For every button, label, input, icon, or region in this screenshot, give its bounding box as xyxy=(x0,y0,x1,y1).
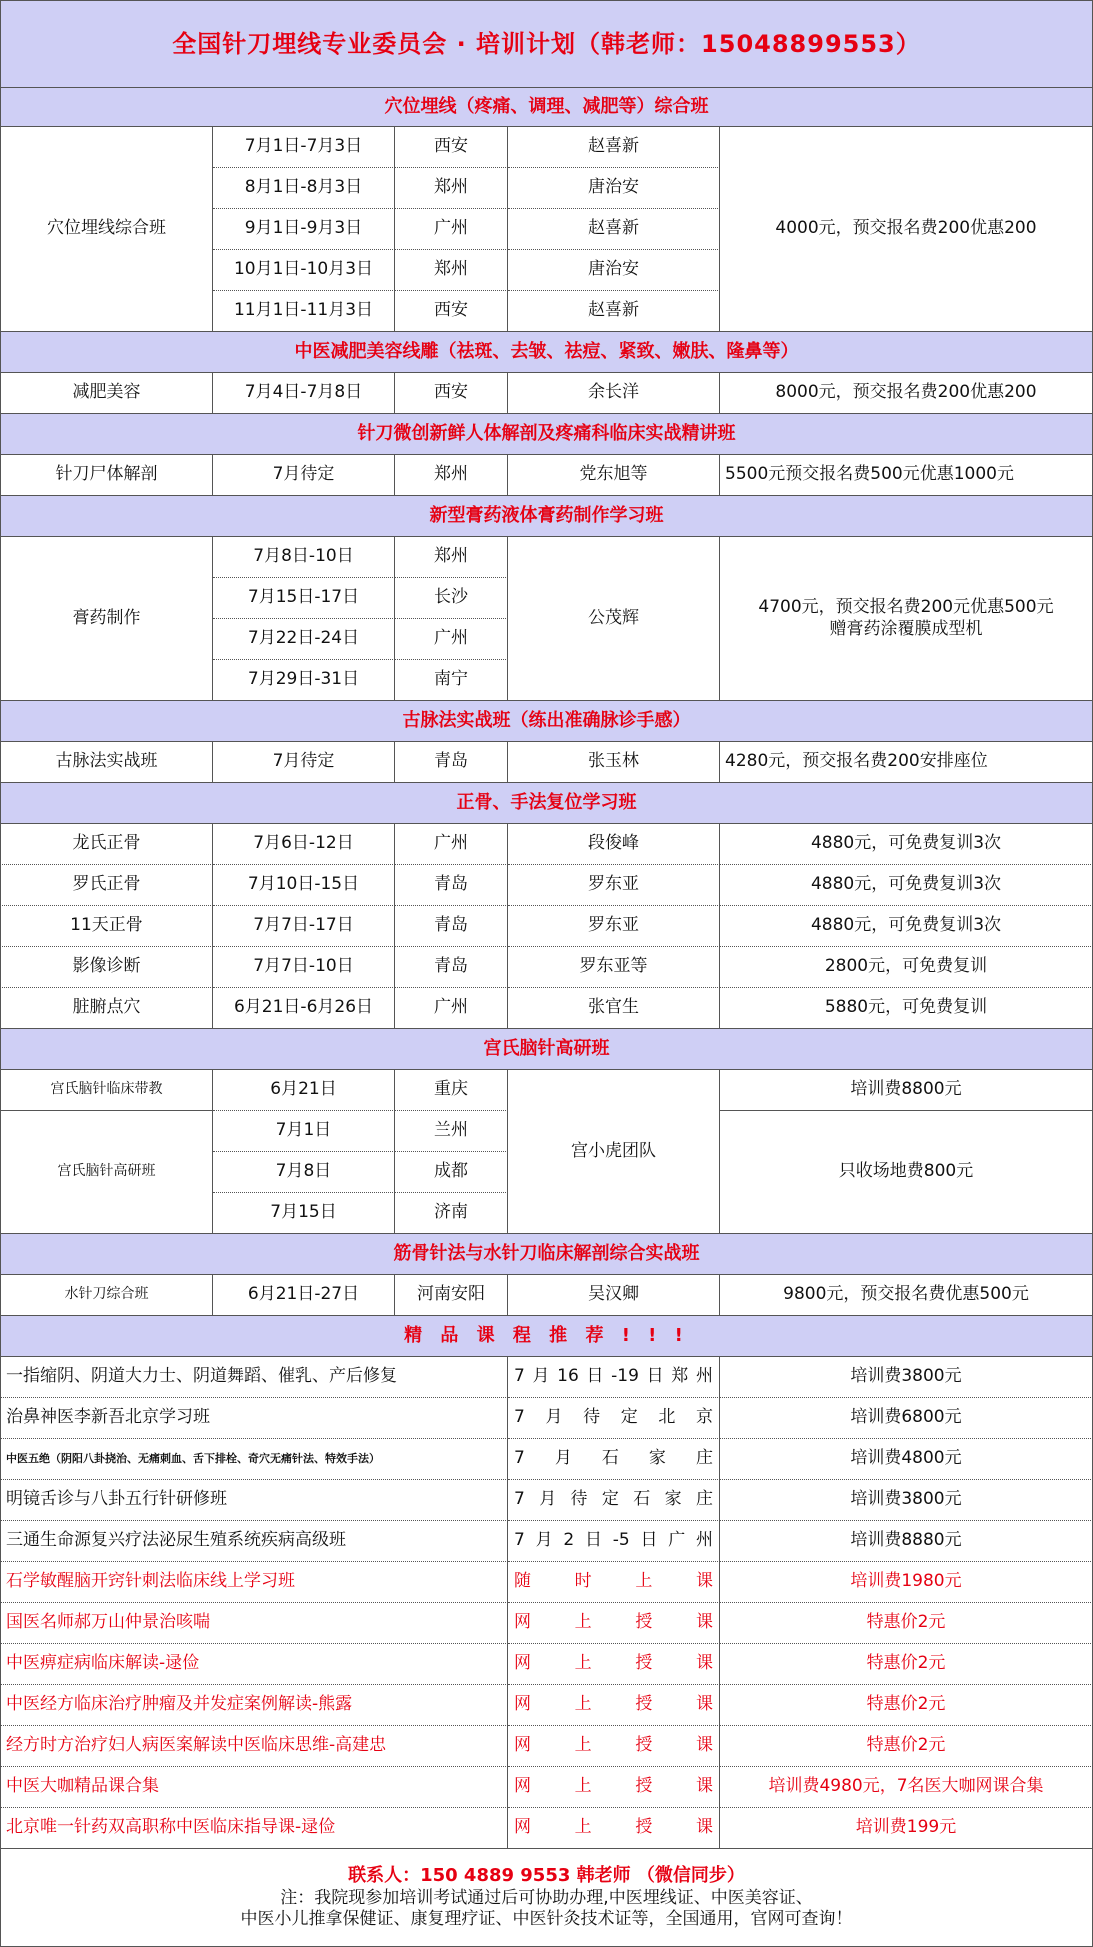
s5-date: 7月待定 xyxy=(213,742,395,783)
schedule-token: 月 xyxy=(532,1366,550,1387)
schedule-token: 上 xyxy=(574,1694,592,1715)
schedule-token: 庄 xyxy=(695,1448,713,1469)
schedule-token: 课 xyxy=(695,1735,713,1756)
s9-fee: 特惠价2元 xyxy=(720,1603,1093,1644)
schedule-token: 随 xyxy=(514,1571,531,1592)
s6-course: 脏腑点穴 xyxy=(0,988,213,1029)
schedule-token: 月 xyxy=(545,1407,563,1428)
s9-course: 三通生命源复兴疗法泌尿生殖系统疾病高级班 xyxy=(0,1521,508,1562)
s3-course: 针刀尸体解剖 xyxy=(0,455,213,496)
s6-fee: 5880元，可免费复训 xyxy=(720,988,1093,1029)
s7-city-advanced: 成都 xyxy=(395,1152,508,1193)
section-title-recommended: 精 品 课 程 推 荐 ! ! ! xyxy=(0,1316,1093,1357)
s9-when xyxy=(508,1644,720,1685)
s5-fee: 4280元，预交报名费200安排座位 xyxy=(720,742,1093,783)
s1-city: 西安 xyxy=(395,127,508,168)
schedule-token: 时 xyxy=(574,1571,592,1592)
s8-city: 河南安阳 xyxy=(395,1275,508,1316)
s8-teacher: 吴汉卿 xyxy=(508,1275,720,1316)
s6-city: 广州 xyxy=(395,824,508,865)
section-title-slimming-beauty: 中医减肥美容线雕（祛斑、去皱、祛痘、紧致、嫩肤、隆鼻等） xyxy=(0,332,1093,373)
schedule-token: 授 xyxy=(635,1776,653,1797)
s9-when xyxy=(508,1685,720,1726)
s4-date: 7月29日-31日 xyxy=(213,660,395,701)
s4-fee-line2: 赠膏药涂覆膜成型机 xyxy=(829,618,983,639)
schedule-token: 待 xyxy=(583,1407,601,1428)
s6-course: 影像诊断 xyxy=(0,947,213,988)
schedule-token: 课 xyxy=(695,1694,713,1715)
s9-fee: 培训费3800元 xyxy=(720,1480,1093,1521)
s9-when xyxy=(508,1521,720,1562)
s9-when xyxy=(508,1398,720,1439)
s3-city: 郑州 xyxy=(395,455,508,496)
schedule-token: 网 xyxy=(514,1817,531,1838)
s9-course: 中医经方临床治疗肿瘤及并发症案例解读-熊露 xyxy=(0,1685,508,1726)
s7-fee-clinical: 培训费8800元 xyxy=(720,1070,1093,1111)
footer-contact-block xyxy=(0,1849,1093,1947)
s9-when xyxy=(508,1357,720,1398)
schedule-token: 授 xyxy=(635,1612,653,1633)
s9-fee: 培训费4800元 xyxy=(720,1439,1093,1480)
schedule-token: 课 xyxy=(695,1776,713,1797)
s1-teacher: 唐治安 xyxy=(508,168,720,209)
s9-course: 中医大咖精品课合集 xyxy=(0,1767,508,1808)
s9-fee: 培训费3800元 xyxy=(720,1357,1093,1398)
schedule-token: 课 xyxy=(695,1571,713,1592)
s1-teacher: 赵喜新 xyxy=(508,127,720,168)
s5-teacher: 张玉林 xyxy=(508,742,720,783)
s2-date: 7月4日-7月8日 xyxy=(213,373,395,414)
section-title-pulse: 古脉法实战班（练出准确脉诊手感） xyxy=(0,701,1093,742)
schedule-token: 日 xyxy=(640,1530,658,1551)
schedule-token: 网 xyxy=(514,1735,531,1756)
s6-city: 青岛 xyxy=(395,906,508,947)
schedule-token: 月 xyxy=(539,1489,557,1510)
s4-date: 7月22日-24日 xyxy=(213,619,395,660)
s9-course: 国医名师郝万山仲景治咳喘 xyxy=(0,1603,508,1644)
s4-city: 长沙 xyxy=(395,578,508,619)
s1-teacher: 赵喜新 xyxy=(508,209,720,250)
schedule-token: 网 xyxy=(514,1653,531,1674)
s5-course: 古脉法实战班 xyxy=(0,742,213,783)
s7-city-advanced: 兰州 xyxy=(395,1111,508,1152)
s6-course: 罗氏正骨 xyxy=(0,865,213,906)
s1-date: 10月1日-10月3日 xyxy=(213,250,395,291)
s6-teacher: 罗东亚 xyxy=(508,865,720,906)
s9-fee: 培训费199元 xyxy=(720,1808,1093,1849)
s9-fee: 培训费6800元 xyxy=(720,1398,1093,1439)
schedule-token: 州 xyxy=(695,1530,713,1551)
section-title-plaster: 新型膏药液体膏药制作学习班 xyxy=(0,496,1093,537)
s4-city: 南宁 xyxy=(395,660,508,701)
schedule-token: 待 xyxy=(570,1489,588,1510)
schedule-token: 石 xyxy=(633,1489,651,1510)
schedule-token: 7 xyxy=(514,1366,525,1387)
schedule-token: 授 xyxy=(635,1694,653,1715)
s4-fee-line1: 4700元，预交报名费200元优惠500元 xyxy=(758,597,1054,618)
s6-fee: 2800元，可免费复训 xyxy=(720,947,1093,988)
s9-when xyxy=(508,1808,720,1849)
s1-city: 广州 xyxy=(395,209,508,250)
s9-course: 明镜舌诊与八卦五行针研修班 xyxy=(0,1480,508,1521)
s2-fee: 8000元，预交报名费200优惠200 xyxy=(720,373,1093,414)
schedule-token: 月 xyxy=(535,1530,553,1551)
s1-date: 7月1日-7月3日 xyxy=(213,127,395,168)
s6-city: 青岛 xyxy=(395,865,508,906)
s9-course: 中医痹症病临床解读-逯俭 xyxy=(0,1644,508,1685)
note-line-1: 注：我院现参加培训考试通过后可协助办理,中医埋线证、中医美容证、 xyxy=(280,1887,813,1908)
section-title-dissection: 针刀微创新鲜人体解剖及疼痛科临床实战精讲班 xyxy=(0,414,1093,455)
s8-fee: 9800元，预交报名费优惠500元 xyxy=(720,1275,1093,1316)
s1-date: 9月1日-9月3日 xyxy=(213,209,395,250)
schedule-token: 2 xyxy=(563,1530,575,1551)
s4-city: 广州 xyxy=(395,619,508,660)
s9-fee: 特惠价2元 xyxy=(720,1685,1093,1726)
s9-course: 经方时方治疗妇人病医案解读中医临床思维-高建忠 xyxy=(0,1726,508,1767)
schedule-token: 授 xyxy=(635,1817,653,1838)
s8-date: 6月21日-27日 xyxy=(213,1275,395,1316)
s6-city: 青岛 xyxy=(395,947,508,988)
s9-when xyxy=(508,1480,720,1521)
s7-date-clinical: 6月21日 xyxy=(213,1070,395,1111)
s1-teacher: 赵喜新 xyxy=(508,291,720,332)
section-title-brain-needle: 宫氏脑针高研班 xyxy=(0,1029,1093,1070)
s1-city: 郑州 xyxy=(395,168,508,209)
schedule-token: 石 xyxy=(601,1448,619,1469)
s9-when xyxy=(508,1726,720,1767)
s2-course: 减肥美容 xyxy=(0,373,213,414)
s1-teacher: 唐治安 xyxy=(508,250,720,291)
s3-teacher: 党东旭等 xyxy=(508,455,720,496)
schedule-token: 7 xyxy=(514,1489,525,1510)
s9-course: 北京唯一针药双高职称中医临床指导课-逯俭 xyxy=(0,1808,508,1849)
schedule-token: 网 xyxy=(514,1776,531,1797)
s9-fee: 特惠价2元 xyxy=(720,1644,1093,1685)
schedule-token: 广 xyxy=(668,1530,686,1551)
s6-course: 龙氏正骨 xyxy=(0,824,213,865)
s7-date-advanced: 7月1日 xyxy=(213,1111,395,1152)
s6-city: 广州 xyxy=(395,988,508,1029)
schedule-token: 日 xyxy=(584,1530,602,1551)
contact-line: 联系人：150 4889 9553 韩老师 （微信同步） xyxy=(348,1865,745,1886)
schedule-token: 7 xyxy=(514,1407,525,1428)
schedule-token: 日 xyxy=(586,1366,604,1387)
schedule-token: 庄 xyxy=(695,1489,713,1510)
schedule-token: 日 xyxy=(646,1366,664,1387)
section-title-water-needle: 筋骨针法与水针刀临床解剖综合实战班 xyxy=(0,1234,1093,1275)
s6-date: 7月7日-10日 xyxy=(213,947,395,988)
s6-teacher: 张官生 xyxy=(508,988,720,1029)
schedule-token: 授 xyxy=(635,1735,653,1756)
s4-date: 7月15日-17日 xyxy=(213,578,395,619)
schedule-token: 7 xyxy=(514,1530,525,1551)
section-title-bone-setting: 正骨、手法复位学习班 xyxy=(0,783,1093,824)
s1-date: 11月1日-11月3日 xyxy=(213,291,395,332)
s4-date: 7月8日-10日 xyxy=(213,537,395,578)
s7-date-advanced: 7月8日 xyxy=(213,1152,395,1193)
schedule-token: -19 xyxy=(611,1366,639,1387)
s9-when xyxy=(508,1603,720,1644)
schedule-token: 16 xyxy=(557,1366,579,1387)
s9-course: 治鼻神医李新吾北京学习班 xyxy=(0,1398,508,1439)
schedule-token: 课 xyxy=(695,1653,713,1674)
s9-fee: 培训费4980元，7名医大咖网课合集 xyxy=(720,1767,1093,1808)
s9-when xyxy=(508,1767,720,1808)
page-title: 全国针刀埋线专业委员会 · 培训计划（韩老师：15048899553） xyxy=(0,0,1093,88)
s9-course: 中医五绝（阴阳八卦挠治、无痛刺血、舌下排栓、奇穴无痛针法、特效手法） xyxy=(0,1439,508,1480)
note-line-2: 中医小儿推拿保健证、康复理疗证、中医针灸技术证等，全国通用，官网可查询！ xyxy=(240,1908,853,1929)
s1-fee: 4000元，预交报名费200优惠200 xyxy=(720,127,1093,332)
schedule-token: 定 xyxy=(620,1407,638,1428)
s8-course: 水针刀综合班 xyxy=(0,1275,213,1316)
s4-course: 膏药制作 xyxy=(0,537,213,701)
schedule-token: 上 xyxy=(574,1817,592,1838)
schedule-token: 课 xyxy=(695,1817,713,1838)
schedule-token: 北 xyxy=(658,1407,676,1428)
s7-teacher: 宫小虎团队 xyxy=(508,1070,720,1234)
s1-date: 8月1日-8月3日 xyxy=(213,168,395,209)
s4-city: 郑州 xyxy=(395,537,508,578)
s7-city-advanced: 济南 xyxy=(395,1193,508,1234)
schedule-token: 京 xyxy=(695,1407,713,1428)
s2-teacher: 余长洋 xyxy=(508,373,720,414)
s6-fee: 4880元，可免费复训3次 xyxy=(720,865,1093,906)
schedule-token: 网 xyxy=(514,1694,531,1715)
s7-city-clinical: 重庆 xyxy=(395,1070,508,1111)
schedule-token: 州 xyxy=(695,1366,713,1387)
s6-teacher: 段俊峰 xyxy=(508,824,720,865)
schedule-token: 课 xyxy=(695,1612,713,1633)
s4-fee xyxy=(720,537,1093,701)
schedule-token: 网 xyxy=(514,1612,531,1633)
s7-date-advanced: 7月15日 xyxy=(213,1193,395,1234)
s5-city: 青岛 xyxy=(395,742,508,783)
schedule-token: 上 xyxy=(574,1612,592,1633)
s6-date: 7月10日-15日 xyxy=(213,865,395,906)
s1-city: 郑州 xyxy=(395,250,508,291)
schedule-token: 月 xyxy=(554,1448,572,1469)
s6-fee: 4880元，可免费复训3次 xyxy=(720,824,1093,865)
schedule-token: 7 xyxy=(514,1448,525,1469)
schedule-token: 家 xyxy=(648,1448,666,1469)
s6-course: 11天正骨 xyxy=(0,906,213,947)
s6-date: 7月6日-12日 xyxy=(213,824,395,865)
s9-fee: 特惠价2元 xyxy=(720,1726,1093,1767)
s9-when xyxy=(508,1562,720,1603)
s9-when xyxy=(508,1439,720,1480)
schedule-token: 上 xyxy=(635,1571,653,1592)
s9-fee: 培训费1980元 xyxy=(720,1562,1093,1603)
schedule-token: 上 xyxy=(574,1735,592,1756)
s7-course-clinical: 宫氏脑针临床带教 xyxy=(0,1070,213,1111)
schedule-token: 上 xyxy=(574,1776,592,1797)
section-title-acupoint-catgut: 穴位埋线（疼痛、调理、减肥等）综合班 xyxy=(0,88,1093,127)
s6-date: 7月7日-17日 xyxy=(213,906,395,947)
s7-course-advanced: 宫氏脑针高研班 xyxy=(0,1111,213,1234)
schedule-token: 定 xyxy=(601,1489,619,1510)
schedule-token: 家 xyxy=(664,1489,682,1510)
s6-teacher: 罗东亚 xyxy=(508,906,720,947)
s9-course: 一指缩阴、阴道大力士、阴道舞蹈、催乳、产后修复 xyxy=(0,1357,508,1398)
s7-fee-advanced: 只收场地费800元 xyxy=(720,1111,1093,1234)
s1-city: 西安 xyxy=(395,291,508,332)
schedule-token: 上 xyxy=(574,1653,592,1674)
s1-course: 穴位埋线综合班 xyxy=(0,127,213,332)
schedule-token: -5 xyxy=(612,1530,630,1551)
schedule-token: 授 xyxy=(635,1653,653,1674)
s9-course: 石学敏醒脑开窍针刺法临床线上学习班 xyxy=(0,1562,508,1603)
s3-date: 7月待定 xyxy=(213,455,395,496)
s9-fee: 培训费8880元 xyxy=(720,1521,1093,1562)
schedule-token: 郑 xyxy=(671,1366,689,1387)
s6-teacher: 罗东亚等 xyxy=(508,947,720,988)
s3-fee: 5500元预交报名费500元优惠1000元 xyxy=(720,455,1093,496)
s6-fee: 4880元，可免费复训3次 xyxy=(720,906,1093,947)
s2-city: 西安 xyxy=(395,373,508,414)
s6-date: 6月21日-6月26日 xyxy=(213,988,395,1029)
s4-teacher: 公茂辉 xyxy=(508,537,720,701)
